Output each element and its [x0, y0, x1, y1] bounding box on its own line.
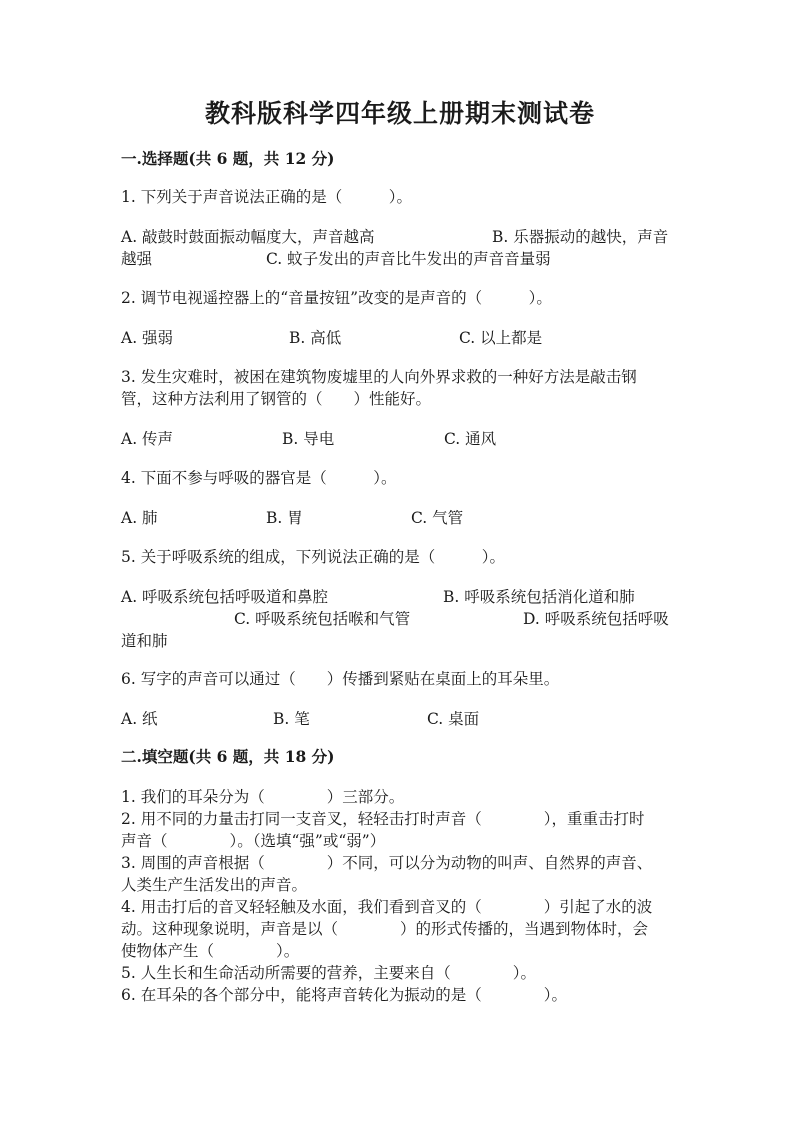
question-5-option-c: C. 呼吸系统包括喉和气管	[234, 610, 411, 628]
fill-line-1: 1. 我们的耳朵分为（ ）三部分。	[121, 788, 405, 806]
question-4-option-a: A. 肺	[121, 509, 158, 527]
fill-line-10: 6. 在耳朵的各个部分中，能将声音转化为振动的是（ ）。	[121, 986, 567, 1004]
question-1-option-b: B. 乐器振动的越快，声音	[492, 228, 669, 246]
question-5-option-a: A. 呼吸系统包括呼吸道和鼻腔	[121, 588, 329, 606]
fill-line-4: 3. 周围的声音根据（ ）不同，可以分为动物的叫声、自然界的声音、	[121, 854, 653, 872]
fill-line-8: 使物体产生（ ）。	[121, 942, 300, 960]
question-1-option-c: C. 蚊子发出的声音比牛发出的声音音量弱	[266, 250, 551, 268]
question-2-option-b: B. 高低	[289, 329, 342, 347]
section-heading-fill: 二.填空题(共 6 题，共 18 分)	[121, 747, 335, 766]
question-2-stem: 2. 调节电视遥控器上的“音量按钮”改变的是声音的（ ）。	[121, 289, 552, 307]
fill-line-2: 2. 用不同的力量击打同一支音叉，轻轻击打时声音（ ），重重击打时	[121, 810, 645, 828]
question-6-option-b: B. 笔	[273, 710, 310, 728]
question-1-option-a: A. 敲鼓时鼓面振动幅度大，声音越高	[121, 228, 375, 246]
fill-line-6: 4. 用击打后的音叉轻轻触及水面，我们看到音叉的（ ）引起了水的波	[121, 898, 653, 916]
question-3-option-a: A. 传声	[121, 430, 174, 448]
page-title: 教科版科学四年级上册期末测试卷	[204, 99, 595, 128]
question-5-option-d-cont: 道和肺	[121, 632, 168, 650]
question-6-stem: 6. 写字的声音可以通过（ ）传播到紧贴在桌面上的耳朵里。	[121, 670, 560, 688]
question-1-option-b-cont: 越强	[121, 250, 153, 268]
question-4-option-b: B. 胃	[266, 509, 303, 527]
question-3-stem-cont: 管，这种方法利用了钢管的（ ）性能好。	[121, 390, 432, 408]
question-5-option-d: D. 呼吸系统包括呼吸	[523, 610, 669, 628]
question-2-option-c: C. 以上都是	[459, 329, 543, 347]
fill-line-3: 声音（ ）。（选填“强”或“弱”）	[121, 832, 386, 850]
question-2-option-a: A. 强弱	[121, 329, 174, 347]
fill-line-9: 5. 人生长和生命活动所需要的营养，主要来自（ ）。	[121, 964, 536, 982]
fill-line-7: 动。这种现象说明，声音是以（ ）的形式传播的，当遇到物体时，会	[121, 920, 649, 938]
question-5-stem: 5. 关于呼吸系统的组成，下列说法正确的是（ ）。	[121, 548, 505, 566]
fill-line-5: 人类生产生活发出的声音。	[121, 876, 308, 894]
question-1-stem: 1. 下列关于声音说法正确的是（ ）。	[121, 188, 412, 206]
question-4-option-c: C. 气管	[411, 509, 464, 527]
question-6-option-a: A. 纸	[121, 710, 158, 728]
question-3-option-b: B. 导电	[282, 430, 335, 448]
question-3-stem: 3. 发生灾难时，被困在建筑物废墟里的人向外界求救的一种好方法是敲击钢	[121, 368, 637, 386]
section-heading-choice: 一.选择题(共 6 题，共 12 分)	[121, 149, 335, 168]
question-3-option-c: C. 通风	[444, 430, 497, 448]
question-5-option-b: B. 呼吸系统包括消化道和肺	[443, 588, 635, 606]
question-4-stem: 4. 下面不参与呼吸的器官是（ ）。	[121, 469, 397, 487]
question-6-option-c: C. 桌面	[427, 710, 480, 728]
